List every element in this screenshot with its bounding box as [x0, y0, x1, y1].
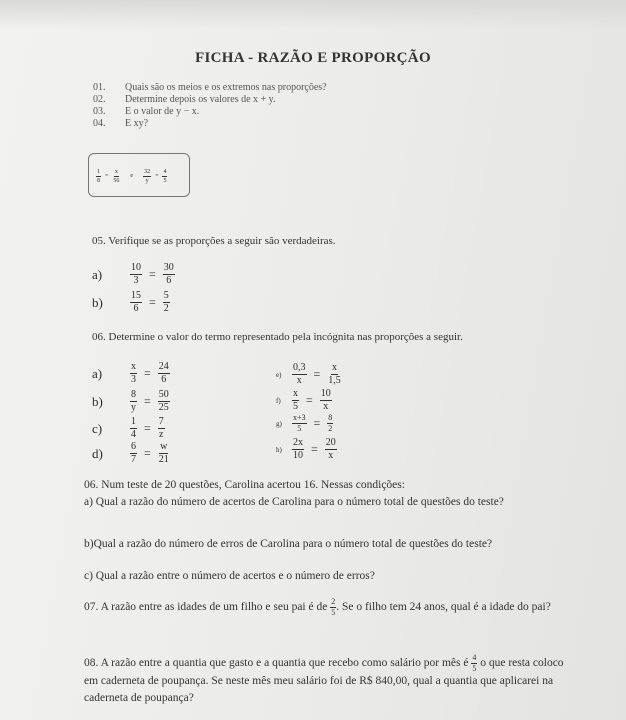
q06-item-c: c) $\frac{1}{4}$ = $\frac{7}{z}$	[92, 416, 164, 440]
box-fraction-3: $\frac{32}{y}$	[144, 168, 151, 184]
paper-shadow	[0, 0, 626, 30]
q06-item-h: h) $\frac{2x}{10}$ = $\frac{20}{x}$	[276, 437, 336, 461]
box-connector: e	[130, 173, 134, 180]
q07-fraction: $\frac{2}{5}$	[331, 597, 336, 617]
q08-fraction: $\frac{4}{5}$	[472, 653, 477, 673]
q06b-intro: 06. Num teste de 20 questões, Carolina acertou 16. Nessas condições:	[84, 479, 405, 491]
q06-item-b: b) $\frac{8}{y}$ = $\frac{50}{25}$	[92, 389, 169, 413]
question-08: 08. A razão entre a quantia que gasto e a quantia que recebo como salário por mês é $\frac{4}{5}$ o que resta coloco em caderneta de poupança. Se neste mês meu salário foi de R$ 840,00, qual a quantia que aplicarei na caderneta de poupança?	[84, 653, 564, 704]
box-proportions: $\frac{1}{8}$ = $\frac{x}{56}$ e $\frac{32}{y}$ = $\frac{4}{5}$	[97, 168, 167, 184]
q05-item-b: b) $\frac{15}{6}$ = $\frac{5}{2}$	[92, 290, 169, 314]
question-06: 06. Determine o valor do termo representado pela incógnita nas proporções a seguir.	[92, 331, 463, 343]
q06b-part-a: a) Qual a razão do número de acertos de Carolina para o número total de questões do teste?	[84, 496, 504, 508]
q06b-part-b: b)Qual a razão do número de erros de Carolina para o número total de questões do teste?	[84, 538, 493, 550]
box-fraction-1: $\frac{1}{8}$	[97, 168, 100, 184]
q06b-part-c: c) Qual a razão entre o número de acertos e o número de erros?	[84, 570, 375, 582]
proportions-box	[88, 153, 190, 197]
q06-item-e: e) $\frac{0,3}{x}$ = $\frac{x}{1,5}$	[276, 362, 341, 386]
question-01: 01. Quais são os meios e os extremos nas proporções?	[93, 82, 327, 93]
question-07: 07. A razão entre as idades de um filho e seu pai é de $\frac{2}{5}$ . Se o filho tem 24 anos, qual é a idade do pai?	[84, 597, 551, 617]
worksheet-title: FICHA - RAZÃO E PROPORÇÃO	[195, 50, 431, 66]
q06-item-a: a) $\frac{x}{3}$ = $\frac{24}{6}$	[92, 361, 169, 385]
q06-item-g: g) $\frac{x+3}{5}$ = $\frac{8}{2}$	[276, 413, 333, 433]
question-02: 02. Determine depois os valores de x + y.	[93, 94, 276, 105]
q05-item-a: a) $\frac{10}{3}$ = $\frac{30}{6}$	[92, 262, 174, 286]
question-05: 05. Verifique se as proporções a seguir são verdadeiras.	[92, 235, 336, 247]
box-fraction-4: $\frac{4}{5}$	[163, 168, 167, 184]
question-03: 03. E o valor de y − x.	[93, 106, 200, 117]
question-04: 04. E xy?	[93, 118, 149, 129]
box-fraction-2: $\frac{x}{56}$	[113, 168, 120, 184]
q06-item-d: d) $\frac{6}{7}$ = $\frac{w}{21}$	[92, 441, 169, 465]
q06-item-f: f) $\frac{x}{5}$ = $\frac{10}{x}$	[276, 388, 331, 412]
